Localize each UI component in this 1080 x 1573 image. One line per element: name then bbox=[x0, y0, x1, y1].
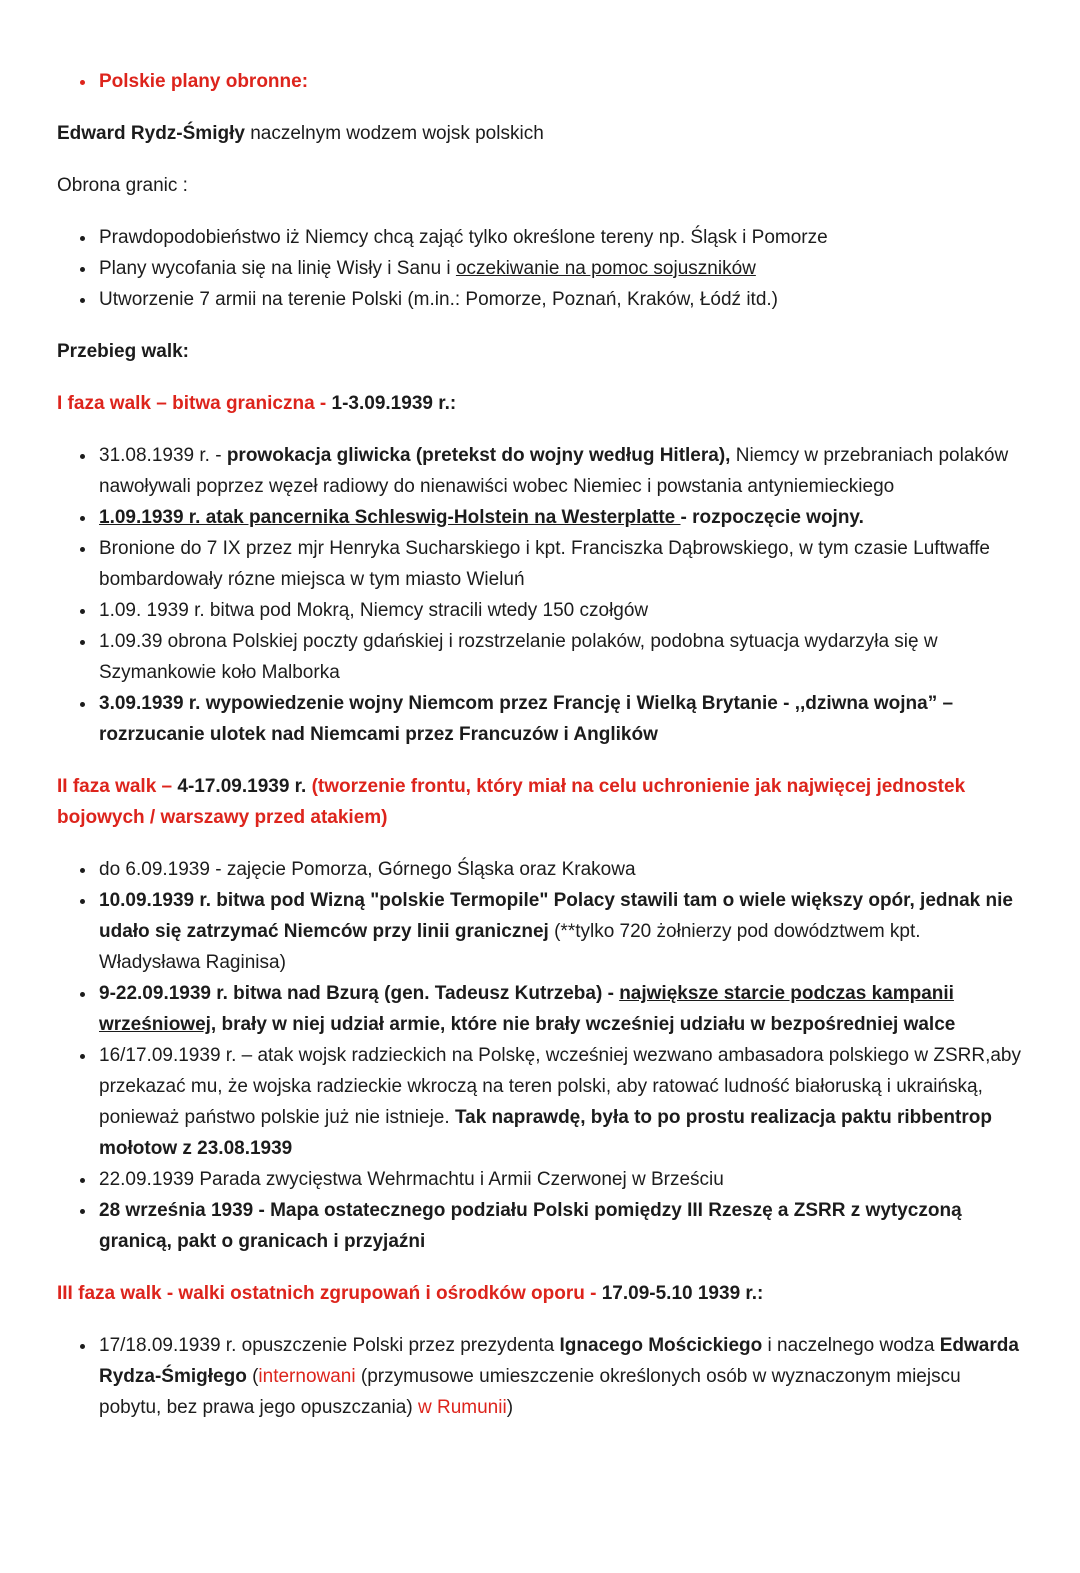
text-run: 28 września 1939 - Mapa ostatecznego podziału Polski pomiędzy III Rzeszę a ZSRR z wytyczoną granicą, pakt o granicach i przyjaźni bbox=[99, 1200, 962, 1252]
text-run: naczelnym wodzem wojsk polskich bbox=[244, 123, 544, 144]
text-run: I faza walk – bitwa graniczna - bbox=[57, 393, 332, 414]
text-run: - rozpoczęcie wojny. bbox=[680, 507, 864, 528]
list-item bbox=[97, 284, 1025, 315]
text-run: Utworzenie 7 armii na terenie Polski (m.in.: Pomorze, Poznań, Kraków, Łódź itd.) bbox=[99, 289, 779, 310]
text-run: oczekiwanie na pomoc sojuszników bbox=[455, 258, 756, 279]
list-item bbox=[97, 502, 1025, 533]
text-run: Bronione do 7 IX przez mjr Henryka Sucharskiego i kpt. Franciszka Dąbrowskiego, w tym czasie Luftwaffe bombardowały rózne miejsca w tym miasto Wieluń bbox=[99, 538, 990, 590]
text-run: Przebieg walk: bbox=[57, 341, 189, 362]
text-run: Ignacego Mościckiego bbox=[559, 1335, 763, 1356]
text-run: Obrona granic : bbox=[57, 175, 188, 196]
text-run: Prawdopodobieństwo iż Niemcy chcą zająć tylko określone tereny np. Śląsk i Pomorze bbox=[99, 227, 828, 248]
text-run: 22.09.1939 Parada zwycięstwa Wehrmachtu i Armii Czerwonej w Brześciu bbox=[99, 1169, 724, 1190]
bullet-list bbox=[57, 222, 1025, 315]
list-item bbox=[97, 688, 1025, 750]
text-run: Niemcy w przebraniach polaków nawoływali poprzez węzeł radiowy do nienawiści wobec Niemiec i powstania antyniemieckiego bbox=[99, 445, 1009, 497]
bullet-list bbox=[57, 1330, 1025, 1423]
text-run: i naczelnego wodza bbox=[762, 1335, 940, 1356]
list-item bbox=[97, 1330, 1025, 1423]
text-run: 17/18.09.1939 r. opuszczenie Polski przez prezydenta bbox=[99, 1335, 560, 1356]
bullet-list bbox=[57, 854, 1025, 1257]
list-item bbox=[97, 253, 1025, 284]
text-run: 10.09.1939 r. bitwa pod Wizną "polskie Termopile" Polacy stawili tam o wiele większy opór, jednak nie udało się zatrzymać Niemców przy linii granicznej bbox=[99, 890, 1013, 942]
list-item bbox=[97, 533, 1025, 595]
text-run: największe starcie podczas kampanii wrześniowej bbox=[99, 983, 954, 1035]
text-run: 1-3.09.1939 r.: bbox=[331, 393, 457, 414]
text-run: 31.08.1939 r. - bbox=[99, 445, 227, 466]
paragraph bbox=[57, 336, 1025, 367]
text-run: ( bbox=[246, 1366, 259, 1387]
list-item bbox=[97, 595, 1025, 626]
list-item bbox=[97, 66, 1025, 97]
section-heading bbox=[57, 771, 1025, 833]
text-run: 1.09.1939 r. atak pancernika Schleswig-Holstein na Westerplatte bbox=[99, 507, 681, 528]
list-item bbox=[97, 1195, 1025, 1257]
text-run: 1.09.39 obrona Polskiej poczty gdańskiej i rozstrzelanie polaków, podobna sytuacja wydarzyła się w Szymankowie koło Malborka bbox=[99, 631, 938, 683]
section-heading bbox=[57, 388, 1025, 419]
text-run: internowani bbox=[258, 1366, 356, 1387]
list-item bbox=[97, 222, 1025, 253]
text-run: Polskie plany obronne: bbox=[99, 71, 309, 92]
bullet-list bbox=[57, 440, 1025, 750]
section-heading bbox=[57, 1278, 1025, 1309]
text-run: 16/17.09.1939 r. – atak wojsk radzieckich na Polskę, wcześniej wezwano ambasadora polskiego w ZSRR,aby przekazać mu, że wojska radzieckie wkroczą na teren polski, aby ratować ludność białoruską i ukraińską, ponieważ państwo polskie już nie istnieje. bbox=[99, 1045, 1021, 1128]
text-run: do 6.09.1939 - zajęcie Pomorza, Górnego Śląska oraz Krakowa bbox=[99, 859, 636, 880]
text-run: 1.09. 1939 r. bitwa pod Mokrą, Niemcy stracili wtedy 150 czołgów bbox=[99, 600, 649, 621]
list-item bbox=[97, 978, 1025, 1040]
text-run: II faza walk – bbox=[57, 776, 178, 797]
text-run: 17.09-5.10 1939 r.: bbox=[601, 1283, 764, 1304]
list-item bbox=[97, 1040, 1025, 1164]
text-run: 4-17.09.1939 r. bbox=[177, 776, 312, 797]
text-run: 9-22.09.1939 r. bitwa nad Bzurą (gen. Tadeusz Kutrzeba) - bbox=[99, 983, 620, 1004]
text-run: , brały w niej udział armie, które nie brały wcześniej udziału w bezpośredniej walce bbox=[210, 1014, 956, 1035]
text-run: Plany wycofania się na linię Wisły i Sanu i bbox=[99, 258, 456, 279]
paragraph bbox=[57, 170, 1025, 201]
list-item bbox=[97, 1164, 1025, 1195]
text-run: (tworzenie frontu, który miał na celu uchronienie jak najwięcej jednostek bojowych / warszawy przed atakiem) bbox=[57, 776, 966, 828]
paragraph bbox=[57, 118, 1025, 149]
list-item bbox=[97, 885, 1025, 978]
text-run: w Rumunii bbox=[417, 1397, 507, 1418]
text-run: Tak naprawdę, była to po prostu realizacja paktu ribbentrop mołotow z 23.08.1939 bbox=[99, 1107, 992, 1159]
text-run: 3.09.1939 r. wypowiedzenie wojny Niemcom przez Francję i Wielką Brytanie - ,,dziwna wojna” – rozrzucanie ulotek nad Niemcami przez Francuzów i Anglików bbox=[99, 693, 954, 745]
text-run: Edwarda Rydza-Śmigłego bbox=[99, 1335, 1019, 1387]
list-item bbox=[97, 440, 1025, 502]
text-run: Edward Rydz-Śmigły bbox=[57, 123, 245, 144]
list-item bbox=[97, 854, 1025, 885]
list-item bbox=[97, 626, 1025, 688]
text-run: ) bbox=[506, 1397, 514, 1418]
text-run: prowokacja gliwicka (pretekst do wojny według Hitlera), bbox=[226, 445, 731, 466]
text-run: (przymusowe umieszczenie określonych osób w wyznaczonym miejscu pobytu, bez prawa jego opuszczania) bbox=[99, 1366, 961, 1418]
bullet-list bbox=[57, 66, 1025, 97]
text-run: (**tylko 720 żołnierzy pod dowództwem kpt. Władysława Raginisa) bbox=[99, 921, 921, 973]
text-run: III faza walk - walki ostatnich zgrupowań i ośrodków oporu - bbox=[57, 1283, 602, 1304]
